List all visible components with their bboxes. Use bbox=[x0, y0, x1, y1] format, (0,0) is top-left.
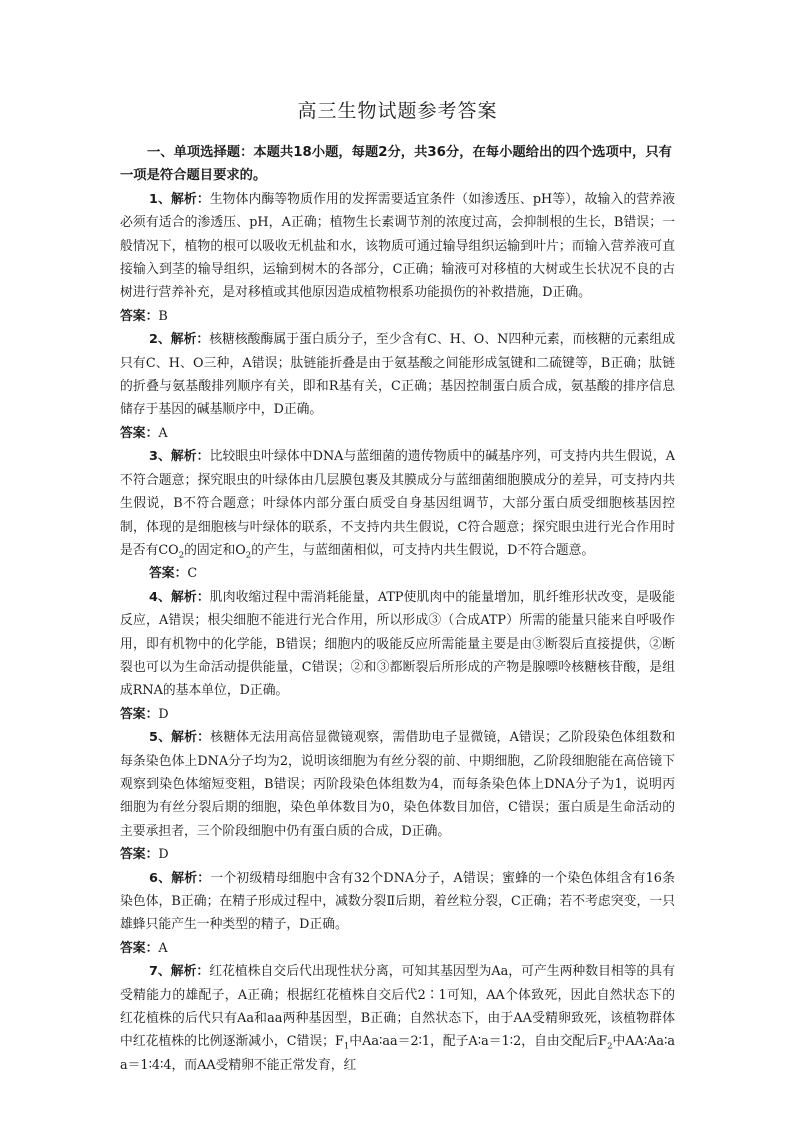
answer-label: 答案： bbox=[120, 940, 159, 956]
explanation-text: 的固定和O bbox=[184, 542, 246, 558]
explanation-text: 核糖体无法用高倍显微镜观察，需借助电子显微镜，A错误；乙阶段染色体组数和每条染色体上DNA分子均为2，说明该细胞为有丝分裂的前、中期细胞，乙阶段细胞能在高倍镜下观察到染色体缩短变粗，B错误；丙阶段染色体组数为4，而每条染色体上DNA分子为1，说明丙细胞为有丝分裂后期的细胞，染色单体数目为0，染色体数目加倍，C错误；蛋白质是生命活动的主要承担者，三个阶段细胞中仍有蛋白质的合成，D正确。 bbox=[120, 730, 676, 839]
answer-2 bbox=[120, 422, 675, 445]
explanation-3 bbox=[120, 445, 675, 562]
explanation-text: 肌肉收缩过程中需消耗能量，ATP使肌肉中的能量增加，肌纤维形状改变，是吸能反应，A错误；根尖细胞不能进行光合作用，所以形成③（合成ATP）所需的能量只能来自呼吸作用，即有机物中的化学能，B错误；细胞内的吸能反应所需能量主要是由③断裂后直接提供，②断裂也可以为生命活动提供能量，C错误；②和③都断裂后所形成的产物是腺嘌呤核糖核苷酸，是组成RNA的基本单位，D正确。 bbox=[120, 589, 676, 699]
answer-5 bbox=[120, 843, 675, 866]
explanation-text: 生物体内酶等物质作用的发挥需要适宜条件（如渗透压、pH等），故输入的营养液必须有适合的渗透压、pH，A正确；植物生长素调节剂的浓度过高，会抑制根的生长，B错误；一般情况下，植物的根可以吸收无机盐和水，该物质可通过输导组织运输到叶片；而输入营养液可直接输入到茎的输导组织，运输到树木的各部分，C正确；输液可对移植的大树或生长状况不良的古树进行营养补充，是对移植或其他原因造成植物根系功能损伤的补救措施，D正确。 bbox=[120, 191, 676, 301]
question-number: 6、 bbox=[149, 870, 172, 886]
explanation-text: 一个初级精母细胞中含有32个DNA分子，A错误；蜜蜂的一个染色体组含有16条染色体，B正确；在精子形成过程中，减数分裂Ⅱ后期，着丝粒分裂，C正确；若不考虑突变，一只雄蜂只能产生一种类型的精子，D正确。 bbox=[120, 870, 675, 933]
explanation-text: 红花植株自交后代出现性状分离，可知其基因型为Aa，可产生两种数目相等的具有受精能力的雄配子，A正确；根据红花植株自交后代2∶1可知，AA个体致死，因此自然状态下的红花植株的后代只有Aa和aa两种基因型，B正确；自然状态下，由于AA受精卵致死，该植物群体中红花植株的比例逐渐减小，C错误；F bbox=[120, 964, 676, 1050]
explanation-6 bbox=[120, 867, 675, 937]
answer-4 bbox=[120, 703, 675, 726]
explanation-text: 比较眼虫叶绿体中DNA与蓝细菌的遗传物质中的碱基序列，可支持内共生假说，A不符合题意；探究眼虫的叶绿体由几层膜包裹及其膜成分与蓝细菌细胞膜成分的差异，可支持内共生假说，B不符合题意；叶绿体内部分蛋白质受自身基因组调节，大部分蛋白质受细胞核基因控制，体现的是细胞核与叶绿体的联系，不支持内共生假说，C符合题意；探究眼虫进行光合作用时是否有CO bbox=[120, 449, 675, 558]
subscript: 2 bbox=[245, 550, 252, 561]
answer-value: A bbox=[158, 425, 168, 441]
explanation-text: 的产生，与蓝细菌相似，可支持内共生假说，D不符合题意。 bbox=[251, 542, 595, 558]
subscript: 2 bbox=[607, 1041, 613, 1052]
answer-label: 答案： bbox=[120, 425, 159, 441]
answer-3 bbox=[120, 562, 675, 585]
question-number: 1、 bbox=[149, 191, 171, 207]
explanation-label: 解析： bbox=[171, 870, 211, 886]
explanation-label: 解析： bbox=[170, 191, 210, 207]
answer-label: 答案： bbox=[120, 847, 159, 863]
question-number: 4、 bbox=[149, 589, 171, 605]
answer-value: D bbox=[158, 847, 169, 863]
explanation-label: 解析： bbox=[170, 964, 210, 980]
question-number: 3、 bbox=[149, 449, 171, 465]
explanation-5 bbox=[120, 726, 675, 843]
question-number: 5、 bbox=[149, 730, 172, 746]
answer-1 bbox=[120, 305, 675, 328]
explanation-label: 解析： bbox=[171, 730, 211, 746]
subscript: 2 bbox=[178, 550, 185, 561]
answer-value: C bbox=[187, 566, 198, 582]
subscript: 1 bbox=[343, 1041, 350, 1052]
answer-label: 答案： bbox=[149, 566, 188, 582]
answer-6 bbox=[120, 937, 675, 960]
answer-label: 答案： bbox=[120, 308, 159, 324]
page-title: 高三生物试题参考答案 bbox=[297, 100, 498, 122]
explanation-7 bbox=[120, 960, 675, 1077]
answer-value: A bbox=[158, 940, 168, 956]
explanation-4 bbox=[120, 586, 675, 703]
explanation-label: 解析： bbox=[170, 332, 210, 348]
explanation-text: 核糖核酸酶属于蛋白质分子，至少含有C、H、O、N四种元素，而核糖的元素组成只有C、H、O三种，A错误；肽链能折叠是由于氨基酸之间能形成氢键和二硫键等，B正确；肽链的折叠与氨基酸排列顺序有关，即和R基有关，C正确；基因控制蛋白质合成，氨基酸的排序信息储存于基因的碱基顺序中，D正确。 bbox=[120, 332, 676, 418]
question-number: 7、 bbox=[149, 964, 171, 980]
answer-label: 答案： bbox=[120, 706, 159, 722]
answer-value: D bbox=[158, 706, 169, 722]
question-number: 2、 bbox=[149, 332, 171, 348]
explanation-text: 中AA∶Aa∶aa＝1∶4∶4，而AA受精卵不能正常发育，红 bbox=[120, 1034, 675, 1073]
answer-value: B bbox=[158, 308, 168, 324]
explanation-2 bbox=[120, 328, 675, 422]
explanation-label: 解析： bbox=[170, 589, 210, 605]
explanation-1 bbox=[120, 188, 675, 305]
section-heading: 一、单项选择题：本题共18小题，每题2分，共36分，在每小题给出的四个选项中，只有一项是符合题目要求的。 bbox=[120, 145, 672, 184]
explanation-label: 解析： bbox=[170, 449, 210, 465]
explanation-text: 中Aa∶aa＝2∶1，配子A∶a＝1∶2，自由交配后F bbox=[349, 1034, 608, 1050]
